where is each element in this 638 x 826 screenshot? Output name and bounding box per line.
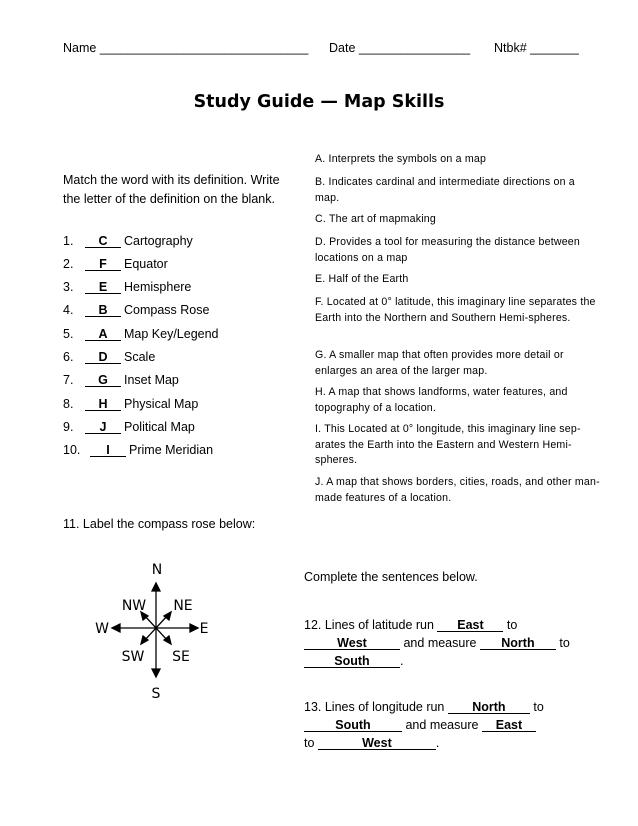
matching-answer-blank: D — [85, 351, 121, 364]
matching-item-number: 10. — [63, 443, 81, 457]
matching-answer-blank: B — [85, 304, 121, 317]
compass-label-s: S — [151, 686, 161, 700]
sentence-completion-heading: Complete the sentences below. — [304, 570, 478, 584]
matching-item-number: 1. — [63, 234, 74, 248]
compass-south-arrow — [152, 669, 160, 677]
q13-text-5: . — [435, 736, 440, 750]
matching-answer-blank: J — [85, 421, 121, 434]
definition-item: G. A smaller map that often provides more detail or enlarges an area of the larger map. — [315, 349, 564, 377]
matching-item — [63, 397, 198, 411]
definition-item: E. Half of the Earth — [315, 273, 409, 285]
q12-answer-1: East — [437, 619, 503, 632]
matching-item-number: 7. — [63, 373, 74, 387]
compass-rose — [90, 560, 220, 700]
matching-term: Physical Map — [124, 397, 199, 411]
compass-label-nw: NW — [121, 598, 147, 614]
definition-item: A. Interprets the symbols on a map — [315, 153, 487, 165]
matching-answer-blank: I — [90, 444, 126, 457]
definition-item: H. A map that shows landforms, water features, and topography of a location. — [315, 386, 568, 414]
q13-text-1: 13. Lines of longitude run — [304, 700, 445, 714]
page-title: Study Guide — Map Skills — [193, 92, 445, 112]
matching-item-number: 6. — [63, 350, 74, 364]
q13-answer-4: West — [318, 737, 436, 750]
matching-item-number: 9. — [63, 420, 74, 434]
q12-text-3: and measure — [403, 636, 477, 650]
q13-text-4: to — [304, 736, 315, 750]
matching-item-number: 2. — [63, 257, 74, 271]
matching-answer-blank: G — [85, 374, 121, 387]
compass-label-w: W — [95, 621, 109, 637]
compass-label-sw: SW — [121, 649, 145, 665]
q13-text-3: and measure — [405, 718, 479, 732]
matching-answer-blank: E — [85, 281, 121, 294]
matching-item — [63, 280, 191, 294]
compass-east-arrow — [190, 624, 198, 632]
matching-term: Equator — [124, 257, 168, 271]
matching-item — [63, 234, 193, 248]
matching-term: Cartography — [124, 234, 193, 248]
matching-item — [63, 420, 195, 434]
name-field-label: Name ______________________________ — [63, 41, 309, 55]
q12-text-2: to — [506, 618, 518, 632]
compass-label-n: N — [151, 562, 163, 578]
q13-answer-2: South — [304, 719, 402, 732]
compass-label-ne: NE — [173, 598, 193, 614]
q12-text-1: 12. Lines of latitude run — [304, 618, 434, 632]
question-13 — [304, 698, 544, 752]
notebook-number-label: Ntbk# _______ — [494, 41, 579, 55]
matching-item — [63, 443, 213, 457]
definition-item: I. This Located at 0° longitude, this imaginary line sep-arates the Earth into the Eastern and Western Hemi-spheres. — [315, 423, 581, 466]
compass-label-e: E — [199, 621, 209, 637]
q13-answer-1: North — [448, 701, 530, 714]
definition-item: C. The art of mapmaking — [315, 213, 436, 225]
q12-text-4: to — [559, 636, 570, 650]
compass-label-se: SE — [172, 649, 190, 665]
matching-item-number: 3. — [63, 280, 74, 294]
matching-item-number: 4. — [63, 303, 74, 317]
matching-answer-blank: A — [85, 328, 121, 341]
q12-answer-3: North — [480, 637, 556, 650]
matching-term: Compass Rose — [124, 303, 210, 317]
question-12 — [304, 616, 570, 670]
matching-instructions: Match the word with its definition. Write the letter of the definition on the blank. — [63, 173, 280, 206]
q12-text-5: . — [400, 654, 404, 668]
matching-term: Scale — [124, 350, 156, 364]
definition-item: J. A map that shows borders, cities, roads, and other man-made features of a location. — [315, 476, 600, 504]
date-field-label: Date ________________ — [329, 41, 471, 55]
q13-answer-3: East — [482, 719, 536, 732]
q12-answer-4: South — [304, 655, 400, 668]
matching-term: Hemisphere — [124, 280, 192, 294]
matching-item-number: 5. — [63, 327, 74, 341]
definition-item: F. Located at 0° latitude, this imaginary line separates the Earth into the Northern and Southern Hemi-spheres. — [315, 296, 596, 324]
matching-item — [63, 350, 155, 364]
compass-north-arrow — [152, 583, 160, 591]
matching-item — [63, 257, 168, 271]
matching-term: Political Map — [124, 420, 195, 434]
matching-answer-blank: H — [85, 398, 121, 411]
definition-item: D. Provides a tool for measuring the distance between locations on a map — [315, 236, 580, 264]
matching-item-number: 8. — [63, 397, 74, 411]
q12-answer-2: West — [304, 637, 400, 650]
q13-text-2: to — [533, 700, 544, 714]
question-11-prompt: 11. Label the compass rose below: — [63, 517, 256, 531]
definition-item: B. Indicates cardinal and intermediate directions on a map. — [315, 176, 575, 204]
matching-answer-blank: C — [85, 235, 121, 248]
matching-item — [63, 303, 209, 317]
matching-item — [63, 373, 179, 387]
matching-term: Map Key/Legend — [124, 327, 219, 341]
compass-west-arrow — [112, 624, 120, 632]
matching-item — [63, 327, 219, 341]
matching-answer-blank: F — [85, 258, 121, 271]
matching-term: Prime Meridian — [129, 443, 214, 457]
matching-term: Inset Map — [124, 373, 179, 387]
